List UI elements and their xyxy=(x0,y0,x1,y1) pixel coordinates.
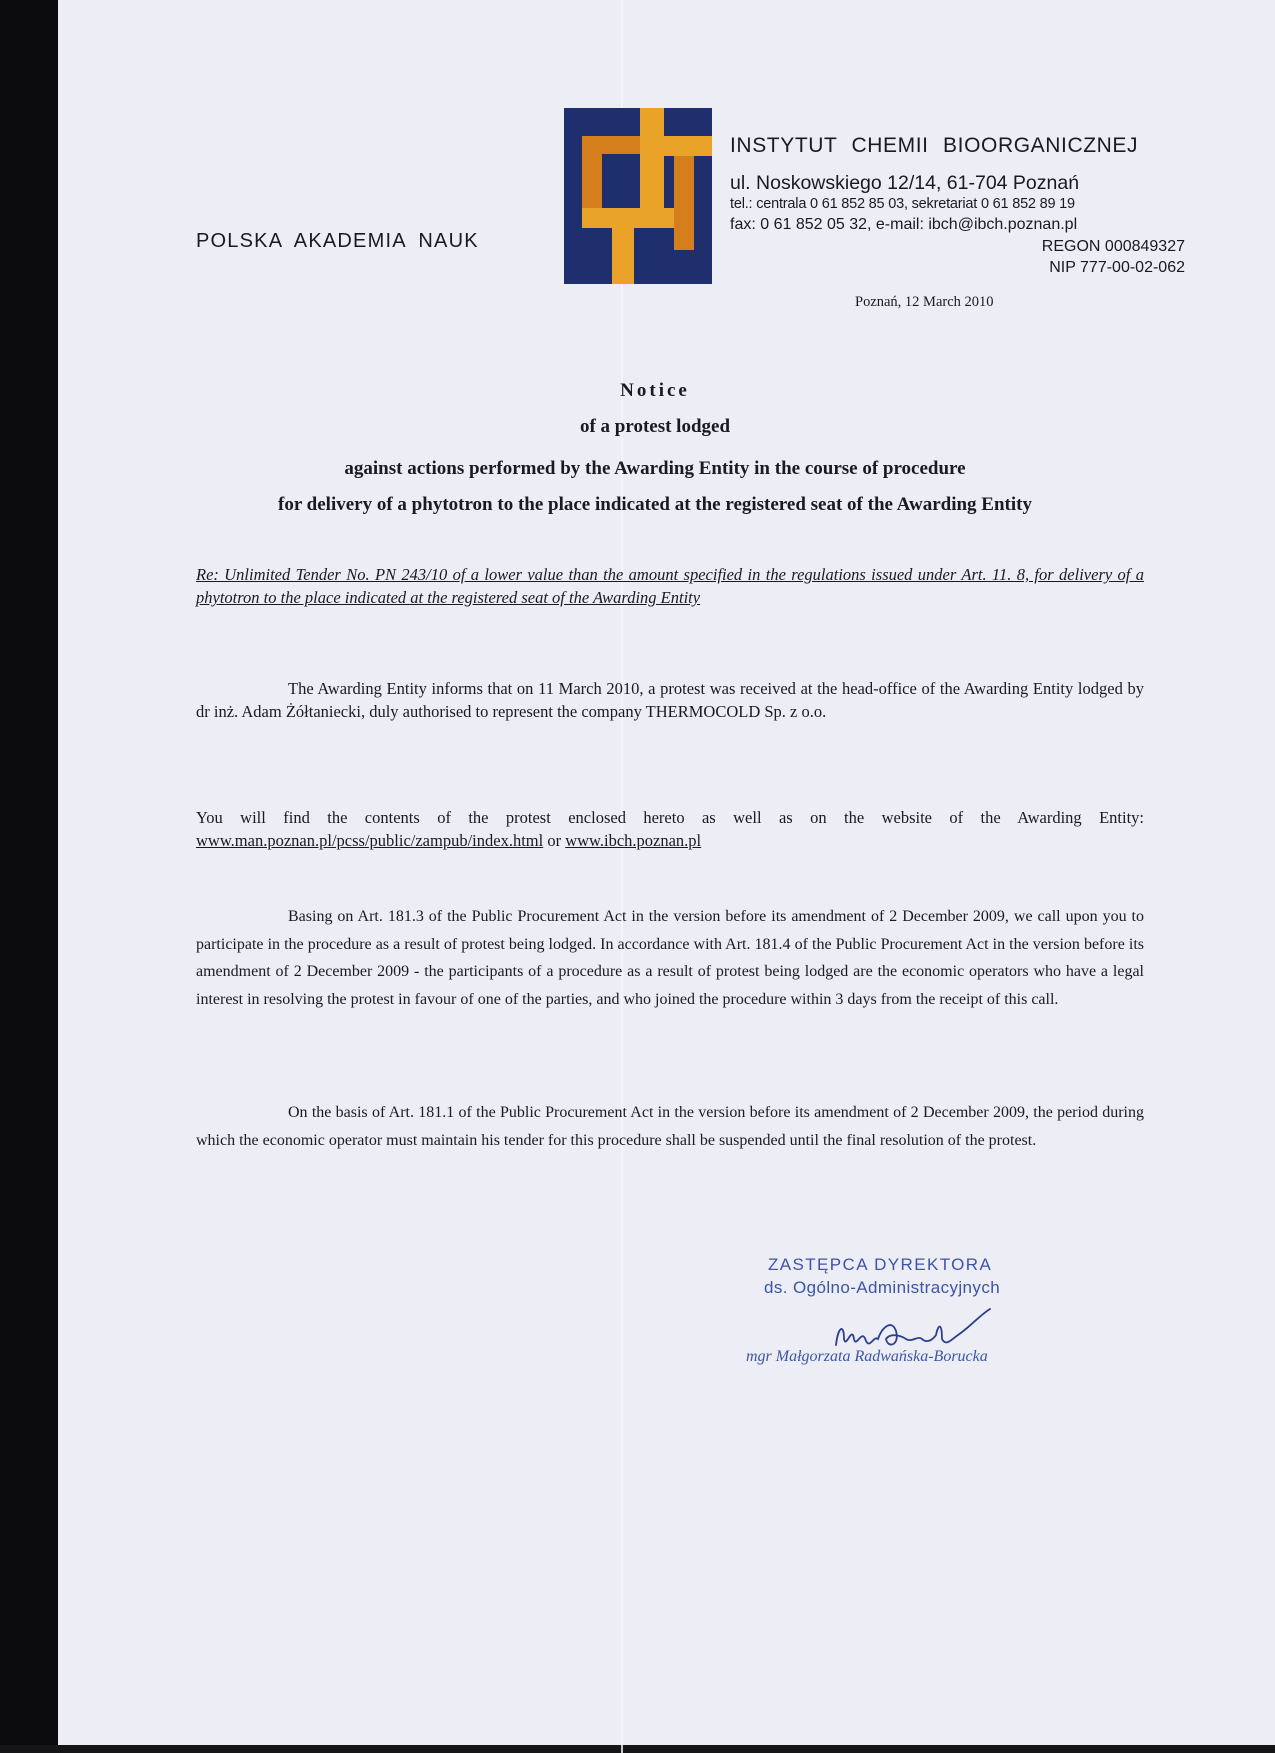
title-line-3: against actions performed by the Awarding Entity in the course of procedure xyxy=(344,458,966,479)
stamp-line-1: ZASTĘPCA DYREKTORA xyxy=(768,1255,993,1274)
paragraph-2-text: You will find the contents of the protest enclosed hereto as well as on the website of the Awarding Entity: xyxy=(196,808,1144,827)
title-line-4: for delivery of a phytotron to the place indicated at the registered seat of the Awarding Entity xyxy=(278,494,1032,515)
paragraph-2-or: or xyxy=(547,831,562,850)
institute-nip: NIP 777-00-02-062 xyxy=(1049,259,1185,276)
scan-edge-left xyxy=(0,0,58,1753)
title-line-1: Notice xyxy=(620,380,690,401)
academy-name: POLSKA AKADEMIA NAUK xyxy=(196,230,479,252)
institute-name: INSTYTUT CHEMII BIOORGANICZNEJ xyxy=(730,134,1139,157)
document-date: Poznań, 12 March 2010 xyxy=(855,294,994,310)
institute-fax-email: fax: 0 61 852 05 32, e-mail: ibch@ibch.poznan.pl xyxy=(730,216,1078,233)
title-line-2: of a protest lodged xyxy=(579,416,731,437)
link-man-poznan[interactable]: www.man.poznan.pl/pcss/public/zampub/index.html xyxy=(196,831,544,850)
paragraph-4: On the basis of Art. 181.1 of the Public Procurement Act in the version before its amendment of 2 December 2009, the period during which the economic operator must maintain his tender for this procedure shall be suspended until the final resolution of the protest. xyxy=(196,1104,1144,1149)
signer-name: mgr Małgorzata Radwańska-Borucka xyxy=(746,1348,988,1365)
stamp-line-2: ds. Ogólno-Administracyjnych xyxy=(764,1278,1001,1297)
institute-regon: REGON 000849327 xyxy=(1041,238,1185,255)
reference-line: Re: Unlimited Tender No. PN 243/10 of a lower value than the amount specified in the regulations issued under Art. 11. 8, for delivery of a phytotron to the place indicated at the registered seat of the Awarding Entity xyxy=(196,565,1144,607)
paragraph-1: The Awarding Entity informs that on 11 March 2010, a protest was received at the head-office of the Awarding Entity lodged by dr inż. Adam Żółtaniecki, duly authorised to represent the company THERMOCOLD Sp. z o.o. xyxy=(196,679,1144,721)
institute-phone: tel.: centrala 0 61 852 85 03, sekretariat 0 61 852 89 19 xyxy=(730,196,1075,212)
institute-logo xyxy=(564,108,712,284)
scan-edge-bottom xyxy=(0,1745,1275,1753)
institute-header xyxy=(730,134,1190,278)
paragraph-2 xyxy=(196,806,1144,852)
official-stamp xyxy=(764,1253,1054,1299)
link-ibch-poznan[interactable]: www.ibch.poznan.pl xyxy=(565,831,702,850)
institute-address: ul. Noskowskiego 12/14, 61-704 Poznań xyxy=(730,172,1080,194)
notice-title xyxy=(150,380,1160,516)
paragraph-3: Basing on Art. 181.3 of the Public Procurement Act in the version before its amendment of 2 December 2009, we call upon you to participate in the procedure as a result of protest being lodged. In accordance with Art. 181.4 of the Public Procurement Act in the version before its amendment of 2 December 2009 - the participants of a procedure as a result of protest being lodged are the economic operators who have a legal interest in resolving the protest in favour of one of the parties, and who joined the procedure within 3 days from the receipt of this call. xyxy=(196,908,1144,1008)
